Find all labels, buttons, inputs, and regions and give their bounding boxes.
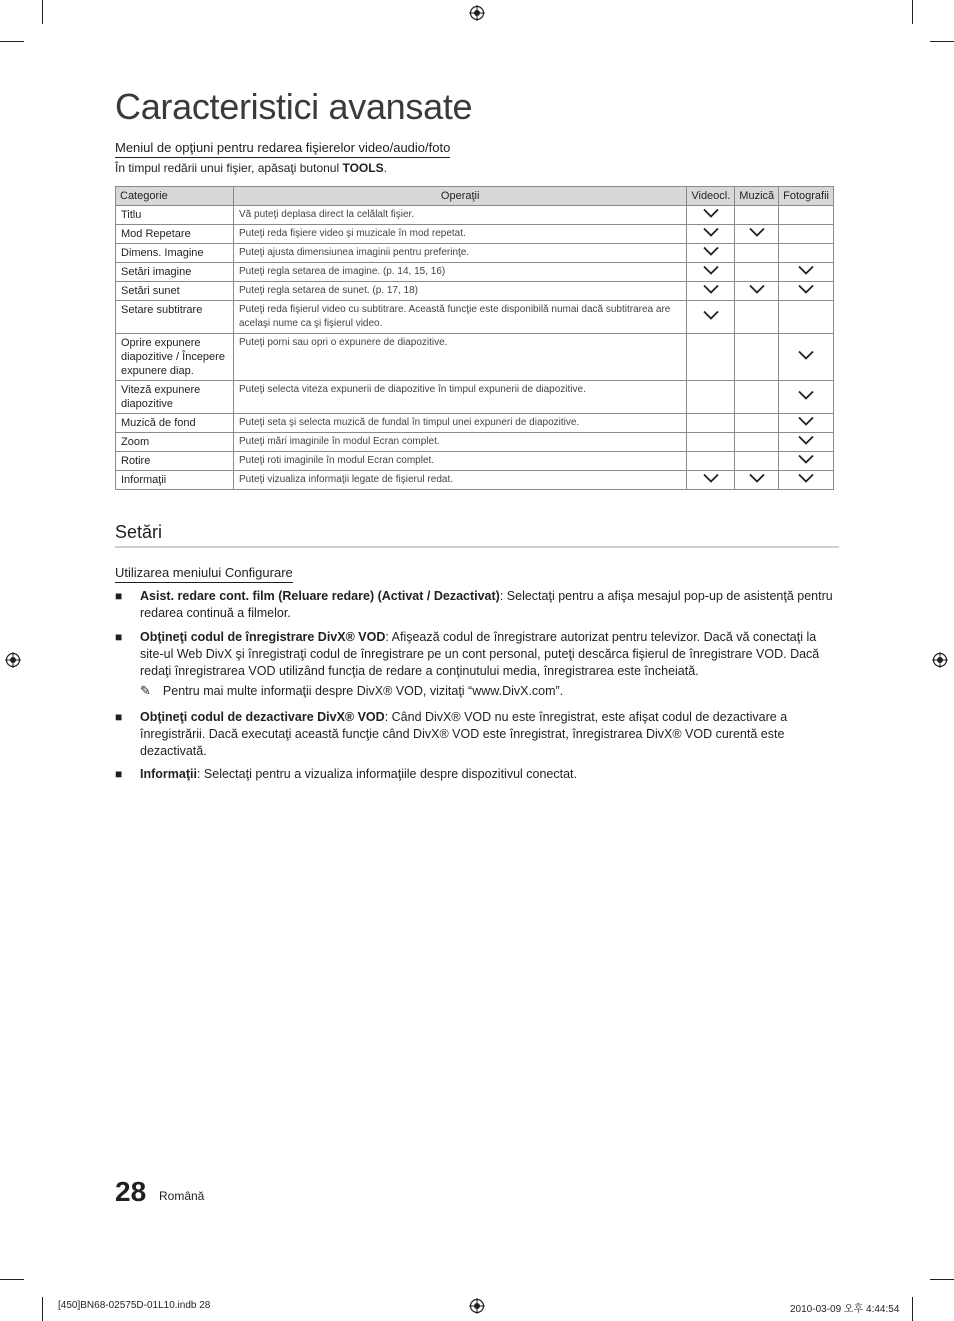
settings-item-title: Asist. redare cont. film (Reluare redare) (Activat / Dezactivat)	[140, 589, 500, 603]
section-divider	[115, 546, 839, 548]
print-file-info: [450]BN68-02575D-01L10.indb 28	[58, 1300, 211, 1311]
crop-mark	[930, 41, 954, 42]
operation-cell: Puteţi ajusta dimensiunea imaginii pentru preferinţe.	[234, 244, 687, 263]
table-row	[116, 471, 834, 490]
photo-support-cell	[779, 334, 834, 381]
operation-cell: Vă puteţi deplasa direct la celălalt fişier.	[234, 206, 687, 225]
page-number: 28	[115, 1176, 147, 1207]
crop-mark	[42, 0, 43, 24]
pencil-icon: ✎	[140, 683, 151, 698]
operation-cell: Puteţi reda fişierul video cu subtitrare. Această funcţie este disponibilă numai dacă subtitrarea are acelaşi nume ca şi fişierul video.	[234, 301, 687, 334]
check-icon	[798, 474, 814, 486]
check-icon	[703, 247, 719, 259]
category-cell: Setări imagine	[116, 263, 234, 282]
page-title: Caracteristici avansate	[115, 86, 473, 127]
video-support-cell	[687, 301, 735, 334]
video-support-cell	[687, 263, 735, 282]
bullet-square-icon: ■	[115, 589, 123, 603]
photo-support-cell	[779, 282, 834, 301]
category-cell: Zoom	[116, 433, 234, 452]
settings-subheading: Utilizarea meniului Configurare	[115, 565, 293, 583]
settings-item	[115, 709, 835, 760]
check-icon	[703, 285, 719, 297]
video-support-cell	[687, 282, 735, 301]
table-row	[116, 301, 834, 334]
check-icon	[798, 455, 814, 467]
category-cell: Informaţii	[116, 471, 234, 490]
video-support-cell	[687, 452, 735, 471]
check-icon	[798, 351, 814, 363]
category-cell: Oprire expunere diapozitive / Începere expunere diap.	[116, 334, 234, 381]
header-music: Muzică	[735, 187, 779, 206]
table-row	[116, 452, 834, 471]
table-row	[116, 225, 834, 244]
table-row	[116, 244, 834, 263]
table-header-row	[116, 187, 834, 206]
video-support-cell	[687, 244, 735, 263]
music-support-cell	[735, 452, 779, 471]
check-icon	[749, 285, 765, 297]
settings-item	[115, 629, 835, 680]
header-video: Videocl.	[687, 187, 735, 206]
photo-support-cell	[779, 414, 834, 433]
category-cell: Titlu	[116, 206, 234, 225]
registration-mark-icon	[932, 652, 948, 668]
operation-cell: Puteţi regla setarea de imagine. (p. 14, 15, 16)	[234, 263, 687, 282]
table-row	[116, 263, 834, 282]
photo-support-cell	[779, 433, 834, 452]
check-icon	[703, 228, 719, 240]
operation-cell: Puteţi seta şi selecta muzică de fundal în timpul unei expuneri de diapozitive.	[234, 414, 687, 433]
table-row	[116, 206, 834, 225]
settings-title: Setări	[115, 522, 163, 542]
video-support-cell	[687, 433, 735, 452]
table-row	[116, 414, 834, 433]
operation-cell: Puteţi selecta viteza expunerii de diapozitive în timpul expunerii de diapozitive.	[234, 381, 687, 414]
crop-mark	[912, 1297, 913, 1321]
operation-cell: Puteţi roti imaginile în modul Ecran complet.	[234, 452, 687, 471]
music-support-cell	[735, 471, 779, 490]
operation-cell: Puteţi reda fişiere video şi muzicale în mod repetat.	[234, 225, 687, 244]
bullet-square-icon: ■	[115, 630, 123, 644]
music-support-cell	[735, 244, 779, 263]
bullet-square-icon: ■	[115, 710, 123, 724]
settings-item-text: : Selectaţi pentru a vizualiza informaţiile despre dispozitivul conectat.	[196, 767, 578, 781]
settings-item-text: : Când DivX® VOD nu este înregistrat, este afişat codul de dezactivare a înregistrării. Dacă executaţi această funcţie când DivX® VOD este înregistrat, înregistrarea DivX® VOD curentă este dezactivată.	[140, 710, 788, 758]
check-icon	[798, 436, 814, 448]
video-support-cell	[687, 225, 735, 244]
settings-item-title: Obţineţi codul de înregistrare DivX® VOD	[140, 630, 386, 644]
intro-text	[115, 161, 387, 175]
operation-cell: Puteţi vizualiza informaţii legate de fişierul redat.	[234, 471, 687, 490]
check-icon	[798, 417, 814, 429]
table-row	[116, 334, 834, 381]
photo-support-cell	[779, 206, 834, 225]
category-cell: Rotire	[116, 452, 234, 471]
video-support-cell	[687, 414, 735, 433]
options-heading: Meniul de opţiuni pentru redarea fişierelor video/audio/foto	[115, 140, 450, 158]
check-icon	[798, 285, 814, 297]
photo-support-cell	[779, 301, 834, 334]
check-icon	[798, 266, 814, 278]
check-icon	[749, 474, 765, 486]
video-support-cell	[687, 471, 735, 490]
music-support-cell	[735, 414, 779, 433]
intro-end: .	[383, 161, 387, 175]
check-icon	[703, 209, 719, 221]
music-support-cell	[735, 225, 779, 244]
crop-mark	[42, 1297, 43, 1321]
operation-cell: Puteţi mări imaginile în modul Ecran complet.	[234, 433, 687, 452]
header-category: Categorie	[116, 187, 234, 206]
settings-item-title: Informaţii	[140, 767, 197, 781]
check-icon	[749, 228, 765, 240]
photo-support-cell	[779, 381, 834, 414]
crop-mark	[930, 1279, 954, 1280]
intro-sentence: În timpul redării unui fişier, apăsaţi butonul	[115, 161, 340, 175]
table-row	[116, 433, 834, 452]
header-photo: Fotografii	[779, 187, 834, 206]
music-support-cell	[735, 206, 779, 225]
crop-mark	[912, 0, 913, 24]
category-cell: Mod Repetare	[116, 225, 234, 244]
photo-support-cell	[779, 225, 834, 244]
operation-cell: Puteţi regla setarea de sunet. (p. 17, 18)	[234, 282, 687, 301]
category-cell: Setare subtitrare	[116, 301, 234, 334]
photo-support-cell	[779, 244, 834, 263]
table-row	[116, 282, 834, 301]
music-support-cell	[735, 282, 779, 301]
settings-item-title: Obţineţi codul de dezactivare DivX® VOD	[140, 710, 385, 724]
settings-item	[115, 766, 835, 783]
category-cell: Setări sunet	[116, 282, 234, 301]
music-support-cell	[735, 381, 779, 414]
registration-mark-icon	[469, 5, 485, 21]
photo-support-cell	[779, 471, 834, 490]
video-support-cell	[687, 334, 735, 381]
photo-support-cell	[779, 263, 834, 282]
music-support-cell	[735, 301, 779, 334]
page-language: Română	[159, 1189, 205, 1203]
options-table	[115, 186, 834, 490]
print-date-info: 2010-03-09 오후 4:44:54	[790, 1304, 900, 1315]
music-support-cell	[735, 433, 779, 452]
video-support-cell	[687, 206, 735, 225]
category-cell: Dimens. Imagine	[116, 244, 234, 263]
video-support-cell	[687, 381, 735, 414]
crop-mark	[0, 1279, 24, 1280]
registration-mark-icon	[5, 652, 21, 668]
options-table-body	[116, 206, 834, 490]
operation-cell: Puteţi porni sau opri o expunere de diapozitive.	[234, 334, 687, 381]
category-cell: Viteză expunere diapozitive	[116, 381, 234, 414]
bullet-square-icon: ■	[115, 767, 123, 781]
note-text: Pentru mai multe informaţii despre DivX® VOD, vizitaţi “www.DivX.com”.	[162, 684, 564, 698]
category-cell: Muzică de fond	[116, 414, 234, 433]
check-icon	[703, 474, 719, 486]
settings-item-text: : Selectaţi pentru a afişa mesajul pop-up de asistenţă pentru redarea continuă a filmelor.	[140, 589, 833, 620]
photo-support-cell	[779, 452, 834, 471]
registration-mark-icon	[469, 1298, 485, 1314]
check-icon	[798, 391, 814, 403]
tools-button-label: TOOLS	[342, 161, 384, 175]
note	[140, 683, 563, 699]
crop-mark	[0, 41, 24, 42]
music-support-cell	[735, 263, 779, 282]
check-icon	[703, 311, 719, 323]
settings-item-text: : Afişează codul de înregistrare autorizat pentru televizor. Dacă vă conectaţi la site-ul Web DivX şi înregistraţi codul de înregistrare pe un cont personal, puteţi descărca fişierul de înregistrare VOD. Dacă redaţi înregistrarea VOD utilizând funcţia de redare a conţinutului media, înregistrarea este încheiată.	[140, 630, 820, 678]
header-operations: Operaţii	[234, 187, 687, 206]
settings-item	[115, 588, 835, 622]
check-icon	[703, 266, 719, 278]
music-support-cell	[735, 334, 779, 381]
table-row	[116, 381, 834, 414]
